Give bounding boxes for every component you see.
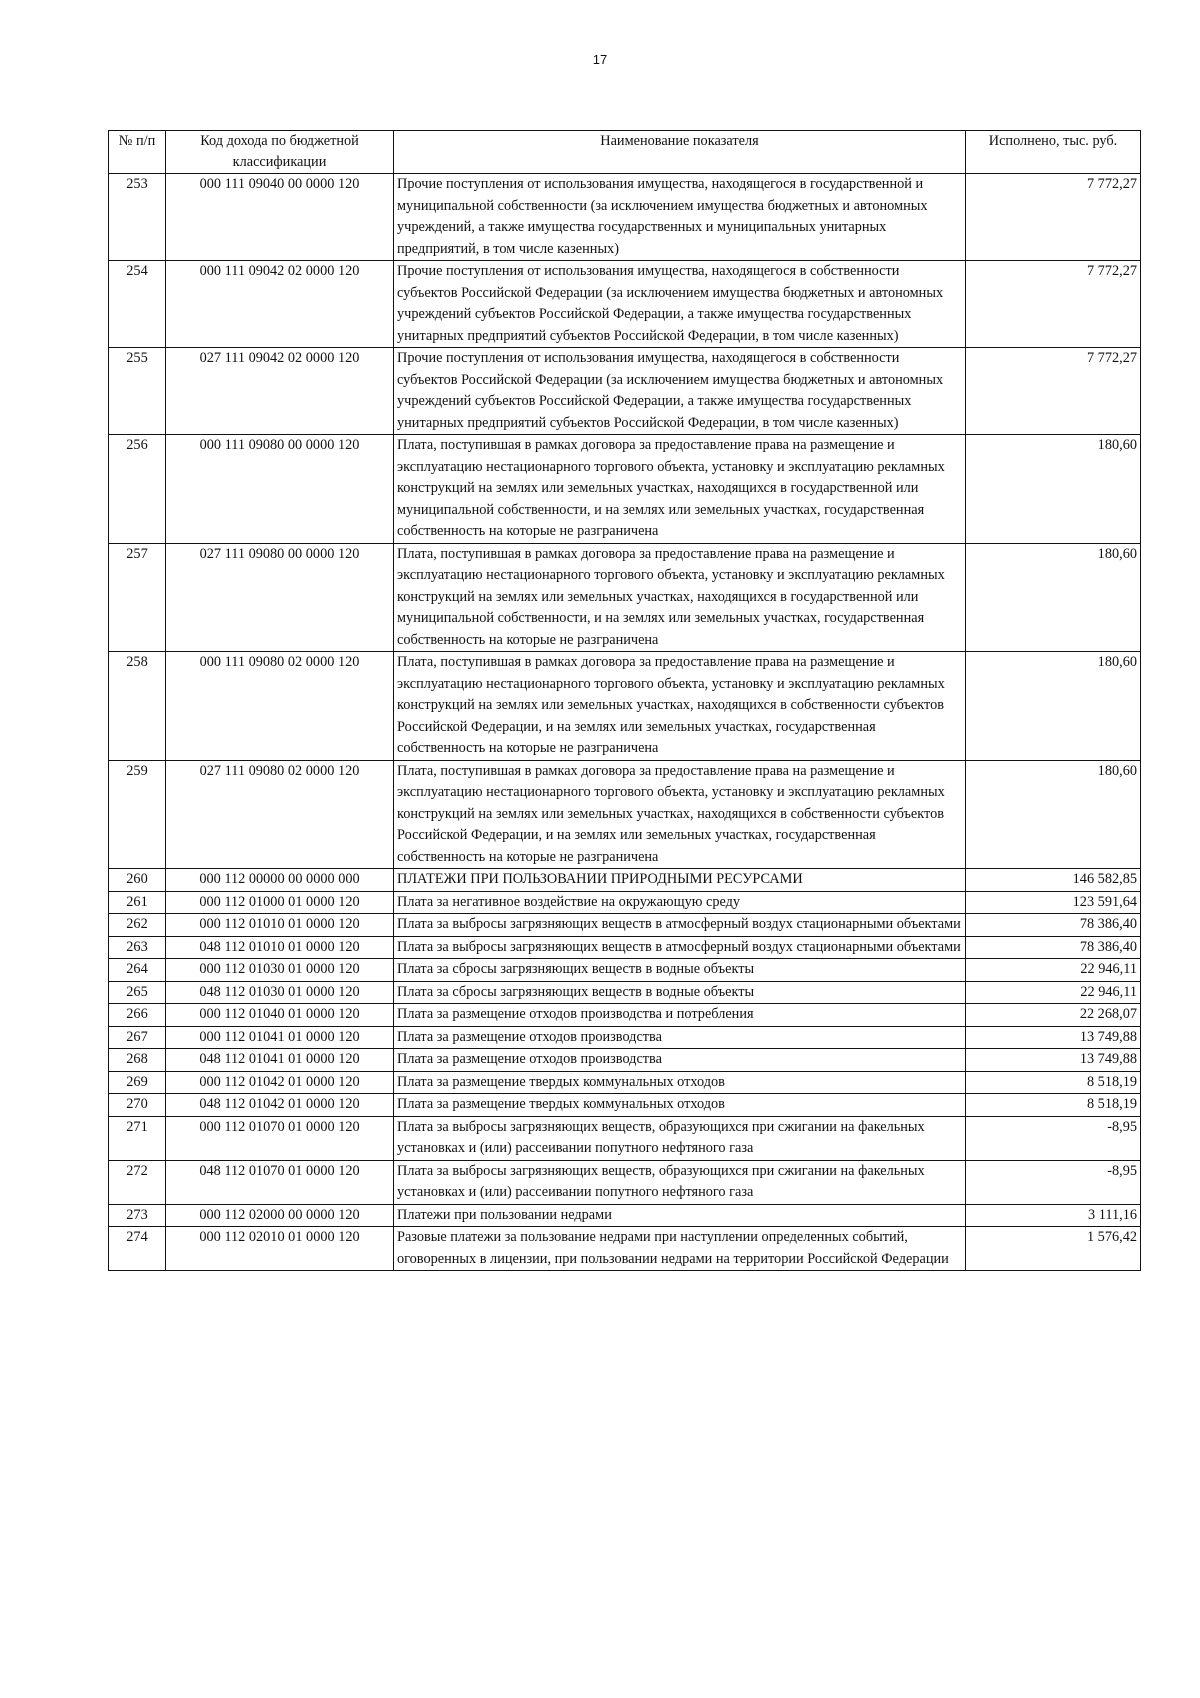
table-row: [109, 435, 1141, 544]
table-row: [109, 936, 1141, 959]
cell-amount: 180,60: [966, 760, 1141, 869]
table-row: [109, 174, 1141, 261]
cell-name: Плата за размещение твердых коммунальных отходов: [394, 1071, 966, 1094]
table-row: [109, 1071, 1141, 1094]
cell-code: 000 112 00000 00 0000 000: [166, 869, 394, 892]
cell-code: 027 111 09042 02 0000 120: [166, 348, 394, 435]
cell-name: Разовые платежи за пользование недрами при наступлении определенных событий, оговоренных в лицензии, при пользовании недрами на территории Российской Федерации: [394, 1227, 966, 1271]
cell-amount: 7 772,27: [966, 261, 1141, 348]
cell-name: Прочие поступления от использования имущества, находящегося в собственности субъектов Российской Федерации (за исключением имущества бюджетных и автономных учреждений субъектов Российской Федерации, а также имущества государственных унитарных предприятий субъектов Российской Федерации, в том числе казенных): [394, 348, 966, 435]
cell-name: Плата за размещение отходов производства и потребления: [394, 1004, 966, 1027]
table-row: [109, 261, 1141, 348]
cell-code: 000 112 01040 01 0000 120: [166, 1004, 394, 1027]
cell-code: 000 111 09040 00 0000 120: [166, 174, 394, 261]
header-amount: Исполнено, тыс. руб.: [966, 131, 1141, 174]
page-number: 17: [592, 52, 608, 67]
table-row: [109, 869, 1141, 892]
cell-name: Плата за размещение отходов производства: [394, 1026, 966, 1049]
cell-amount: 22 946,11: [966, 981, 1141, 1004]
table-row: [109, 1049, 1141, 1072]
cell-num: 259: [109, 760, 166, 869]
cell-num: 257: [109, 543, 166, 652]
cell-name: Прочие поступления от использования имущества, находящегося в собственности субъектов Российской Федерации (за исключением имущества бюджетных и автономных учреждений субъектов Российской Федерации, а также имущества государственных унитарных предприятий субъектов Российской Федерации, в том числе казенных): [394, 261, 966, 348]
table-row: [109, 959, 1141, 982]
cell-name: ПЛАТЕЖИ ПРИ ПОЛЬЗОВАНИИ ПРИРОДНЫМИ РЕСУРСАМИ: [394, 869, 966, 892]
cell-name: Плата, поступившая в рамках договора за предоставление права на размещение и эксплуатацию нестационарного торгового объекта, установку и эксплуатацию рекламных конструкций на землях или земельных участках, находящихся в государственной или муниципальной собственности, и на землях или земельных участках, государственная собственность на которые не разграничена: [394, 435, 966, 544]
table-row: [109, 348, 1141, 435]
table-row: [109, 652, 1141, 761]
cell-amount: 7 772,27: [966, 174, 1141, 261]
cell-name: Прочие поступления от использования имущества, находящегося в государственной и муниципальной собственности (за исключением имущества бюджетных и автономных учреждений, а также имущества государственных и муниципальных унитарных предприятий, в том числе казенных): [394, 174, 966, 261]
cell-code: 027 111 09080 02 0000 120: [166, 760, 394, 869]
cell-name: Плата за выбросы загрязняющих веществ, образующихся при сжигании на факельных установках и (или) рассеивании попутного нефтяного газа: [394, 1116, 966, 1160]
cell-num: 270: [109, 1094, 166, 1117]
cell-code: 000 111 09042 02 0000 120: [166, 261, 394, 348]
table-row: [109, 891, 1141, 914]
cell-name: Плата за выбросы загрязняющих веществ, образующихся при сжигании на факельных установках и (или) рассеивании попутного нефтяного газа: [394, 1160, 966, 1204]
table-row: [109, 1094, 1141, 1117]
cell-code: 000 112 02000 00 0000 120: [166, 1204, 394, 1227]
cell-name: Плата, поступившая в рамках договора за предоставление права на размещение и эксплуатацию нестационарного торгового объекта, установку и эксплуатацию рекламных конструкций на землях или земельных участках, находящихся в государственной или муниципальной собственности, и на землях или земельных участках, государственная собственность на которые не разграничена: [394, 543, 966, 652]
cell-code: 048 112 01070 01 0000 120: [166, 1160, 394, 1204]
cell-num: 272: [109, 1160, 166, 1204]
cell-num: 268: [109, 1049, 166, 1072]
cell-amount: -8,95: [966, 1160, 1141, 1204]
cell-name: Плата за выбросы загрязняющих веществ в атмосферный воздух стационарными объектами: [394, 914, 966, 937]
cell-amount: 8 518,19: [966, 1071, 1141, 1094]
cell-amount: 3 111,16: [966, 1204, 1141, 1227]
cell-name: Плата за негативное воздействие на окружающую среду: [394, 891, 966, 914]
cell-num: 273: [109, 1204, 166, 1227]
cell-amount: 22 268,07: [966, 1004, 1141, 1027]
cell-num: 256: [109, 435, 166, 544]
cell-code: 048 112 01010 01 0000 120: [166, 936, 394, 959]
cell-name: Плата, поступившая в рамках договора за предоставление права на размещение и эксплуатацию нестационарного торгового объекта, установку и эксплуатацию рекламных конструкций на землях или земельных участках, находящихся в собственности субъектов Российской Федерации, и на землях или земельных участках, государственная собственность на которые не разграничена: [394, 760, 966, 869]
cell-amount: 78 386,40: [966, 914, 1141, 937]
cell-amount: 22 946,11: [966, 959, 1141, 982]
table-row: [109, 1116, 1141, 1160]
cell-code: 000 112 01041 01 0000 120: [166, 1026, 394, 1049]
table-row: [109, 914, 1141, 937]
cell-num: 263: [109, 936, 166, 959]
cell-code: 027 111 09080 00 0000 120: [166, 543, 394, 652]
cell-code: 000 111 09080 02 0000 120: [166, 652, 394, 761]
cell-name: Плата за размещение отходов производства: [394, 1049, 966, 1072]
cell-num: 258: [109, 652, 166, 761]
table-row: [109, 1204, 1141, 1227]
cell-num: 264: [109, 959, 166, 982]
cell-code: 000 112 02010 01 0000 120: [166, 1227, 394, 1271]
cell-name: Плата за сбросы загрязняющих веществ в водные объекты: [394, 981, 966, 1004]
cell-name: Плата за размещение твердых коммунальных отходов: [394, 1094, 966, 1117]
cell-amount: 1 576,42: [966, 1227, 1141, 1271]
cell-num: 254: [109, 261, 166, 348]
table-row: [109, 1227, 1141, 1271]
cell-code: 000 112 01030 01 0000 120: [166, 959, 394, 982]
cell-code: 000 111 09080 00 0000 120: [166, 435, 394, 544]
cell-code: 048 112 01041 01 0000 120: [166, 1049, 394, 1072]
cell-amount: 180,60: [966, 543, 1141, 652]
table-row: [109, 981, 1141, 1004]
cell-num: 274: [109, 1227, 166, 1271]
header-num: № п/п: [109, 131, 166, 174]
cell-name: Плата за сбросы загрязняющих веществ в водные объекты: [394, 959, 966, 982]
table-row: [109, 1026, 1141, 1049]
table-row: [109, 543, 1141, 652]
cell-code: 048 112 01030 01 0000 120: [166, 981, 394, 1004]
cell-num: 265: [109, 981, 166, 1004]
cell-amount: 13 749,88: [966, 1049, 1141, 1072]
cell-amount: -8,95: [966, 1116, 1141, 1160]
cell-num: 253: [109, 174, 166, 261]
cell-amount: 146 582,85: [966, 869, 1141, 892]
header-code: Код дохода по бюджетной классификации: [166, 131, 394, 174]
cell-name: Плата, поступившая в рамках договора за предоставление права на размещение и эксплуатацию нестационарного торгового объекта, установку и эксплуатацию рекламных конструкций на землях или земельных участках, находящихся в собственности субъектов Российской Федерации, и на землях или земельных участках, государственная собственность на которые не разграничена: [394, 652, 966, 761]
cell-num: 260: [109, 869, 166, 892]
cell-name: Плата за выбросы загрязняющих веществ в атмосферный воздух стационарными объектами: [394, 936, 966, 959]
cell-code: 000 112 01010 01 0000 120: [166, 914, 394, 937]
cell-num: 269: [109, 1071, 166, 1094]
cell-amount: 78 386,40: [966, 936, 1141, 959]
cell-amount: 180,60: [966, 435, 1141, 544]
cell-code: 048 112 01042 01 0000 120: [166, 1094, 394, 1117]
cell-num: 261: [109, 891, 166, 914]
table-header-row: [109, 131, 1141, 174]
cell-num: 266: [109, 1004, 166, 1027]
cell-amount: 123 591,64: [966, 891, 1141, 914]
cell-code: 000 112 01000 01 0000 120: [166, 891, 394, 914]
cell-num: 262: [109, 914, 166, 937]
header-name: Наименование показателя: [394, 131, 966, 174]
cell-name: Платежи при пользовании недрами: [394, 1204, 966, 1227]
cell-amount: 7 772,27: [966, 348, 1141, 435]
cell-code: 000 112 01070 01 0000 120: [166, 1116, 394, 1160]
cell-num: 255: [109, 348, 166, 435]
cell-amount: 180,60: [966, 652, 1141, 761]
cell-num: 267: [109, 1026, 166, 1049]
revenue-table: [108, 130, 1141, 1271]
cell-amount: 8 518,19: [966, 1094, 1141, 1117]
table-row: [109, 1004, 1141, 1027]
table-row: [109, 1160, 1141, 1204]
cell-num: 271: [109, 1116, 166, 1160]
table-row: [109, 760, 1141, 869]
cell-code: 000 112 01042 01 0000 120: [166, 1071, 394, 1094]
cell-amount: 13 749,88: [966, 1026, 1141, 1049]
